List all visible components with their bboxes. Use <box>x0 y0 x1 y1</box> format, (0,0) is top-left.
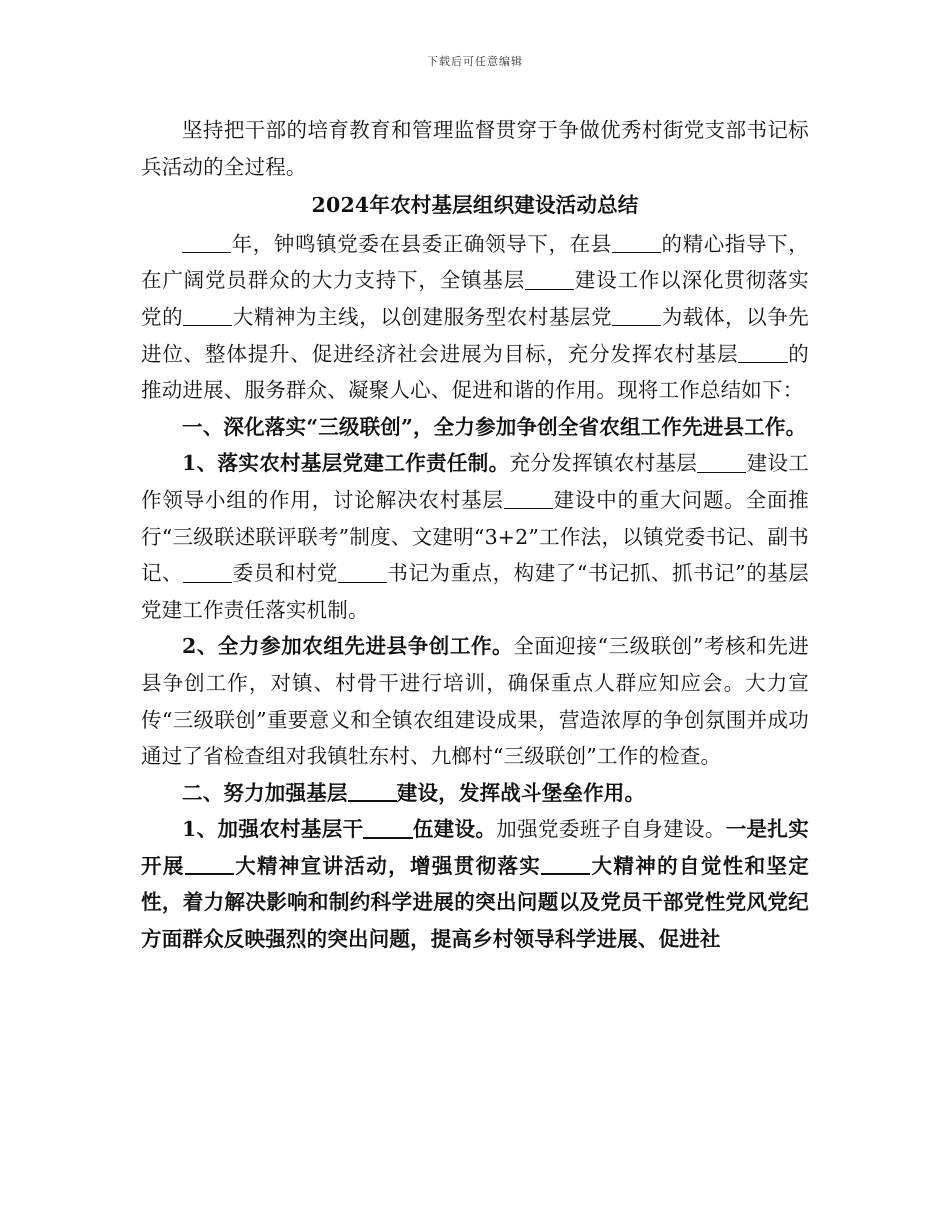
text-run: 的精心指导下，在广阔党员群众的大力支持下，全镇基层 <box>141 231 809 293</box>
fill-blank <box>348 780 397 803</box>
bold-run: 一是扎实开展 <box>141 817 809 878</box>
text-run: 委员和村党 <box>232 561 338 586</box>
fill-blank <box>738 342 787 364</box>
text-run: 二、努力加强基层 <box>182 780 348 805</box>
subheading-lead: 伍建设。 <box>412 817 497 842</box>
text-run: 全面迎接“三级联创”考核和先进县争创工作，对镇、村骨干进行培训，确保重点人群应知应会。大力宣传“三级联创”重要意义和全镇农组建设成果，营造浓厚的争创氛围并成功通过了省检查组对我镇牡东村、九榔村“三级联创”工作的检查。 <box>141 634 809 769</box>
fill-blank <box>504 488 553 510</box>
text-run: 年，钟鸣镇党委在县委正确领导下，在县 <box>231 231 612 256</box>
fill-blank <box>182 232 231 254</box>
page-header-note: 下载后可任意编辑 <box>427 55 523 68</box>
fill-blank <box>338 561 387 583</box>
text-run: 建设中的重大问题。全面推行“三级联述联评联考”制度、文建明“3+2”工作法，以镇党委书记、副书记、 <box>141 487 809 586</box>
fill-blank <box>183 305 232 327</box>
fill-blank <box>183 561 232 583</box>
fill-blank <box>612 232 661 254</box>
section-heading-1: 一、深化落实“三级联创”，全力参加争创全省农组工作先进县工作。 <box>182 414 807 439</box>
text-run: 建设工作领导小组的作用，讨论解决农村基层 <box>141 451 809 512</box>
paragraph-responsibility <box>141 445 809 628</box>
fill-blank <box>697 451 746 473</box>
paragraph-overview <box>141 226 809 409</box>
bold-run: 大精神的自觉性和坚定性，着力解决影响和制约科学进展的突出问题以及党员干部党性党风党纪方面群众反映强烈的突出问题，提高乡村领导科学进展、促进社 <box>141 853 809 952</box>
fill-blank <box>525 268 574 290</box>
text-run: 为载体，以争先进位、整体提升、促进经济社会进展为目标，充分发挥农村基层 <box>141 304 809 366</box>
document-title: 2024年农村基层组织建设活动总结 <box>311 193 639 218</box>
text-run: 加强党委班子自身建设。 <box>496 817 726 842</box>
text-run: 的推动进展、服务群众、凝聚人心、促进和谐的作用。现将工作总结如下： <box>141 341 809 403</box>
paragraph-intro: 坚持把干部的培育教育和管理监督贯穿于争做优秀村街党支部书记标兵活动的全过程。 <box>141 118 809 179</box>
text-run: 充分发挥镇农村基层 <box>509 451 698 476</box>
subheading-lead: 1、落实农村基层党建工作责任制。 <box>182 451 510 476</box>
document-body <box>141 112 809 958</box>
fill-blank <box>612 305 661 327</box>
paragraph-cadre <box>141 811 809 957</box>
bold-run: 大精神宣讲活动，增强贯彻落实 <box>233 853 542 878</box>
fill-blank <box>185 853 234 876</box>
text-run: 建设工作以深化贯彻落实党的 <box>141 268 809 329</box>
text-run: 书记为重点，构建了“书记抓、抓书记”的基层党建工作责任落实机制。 <box>141 561 809 622</box>
text-run: 大精神为主线，以创建服务型农村基层党 <box>232 304 613 329</box>
text-run: 建设，发挥战斗堡垒作用。 <box>396 780 646 805</box>
fill-blank <box>541 853 590 876</box>
section-heading-2 <box>141 775 809 812</box>
paragraph-competition <box>141 628 809 774</box>
fill-blank <box>363 816 412 839</box>
subheading-lead: 2、全力参加农组先进县争创工作。 <box>182 634 514 659</box>
subheading-lead: 1、加强农村基层干 <box>182 817 364 842</box>
